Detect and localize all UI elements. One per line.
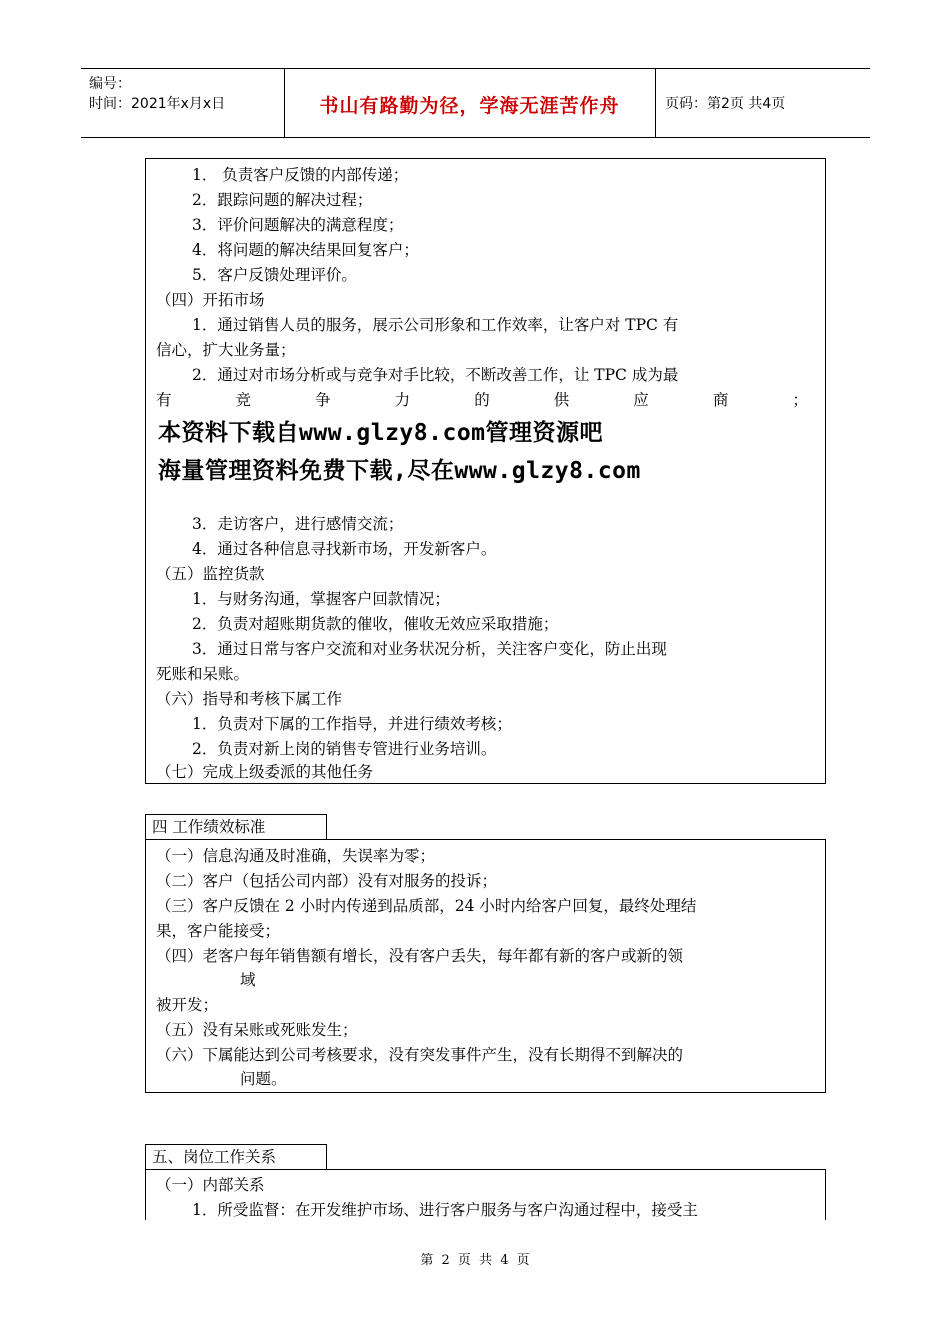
criteria-line: 被开发； [156,996,219,1014]
criteria-line: （一）信息沟通及时准确，失误率为零； [156,847,436,865]
spread-char: 争 [315,391,331,409]
criteria-line: 域 [240,971,256,989]
header-motto: 书山有路勤为径，学海无涯苦作舟 [319,95,620,117]
duty-spread-line [156,390,808,410]
duty-line: 信心，扩大业务量； [156,341,296,359]
criteria-line: （六）下属能达到公司考核要求，没有突发事件产生，没有长期得不到解决的 [156,1046,684,1064]
header-meta-cell [81,69,285,137]
duty-line: 1． 负责客户反馈的内部传递； [192,166,409,184]
duty-heading: （六）指导和考核下属工作 [156,690,343,708]
spread-char: ； [792,391,808,409]
duty-line: 5．客户反馈处理评价。 [192,266,357,284]
criteria-line: （四）老客户每年销售额有增长，没有客户丢失，每年都有新的客户或新的领 [156,947,684,965]
duty-line: 1．通过销售人员的服务，展示公司形象和工作效率，让客户对 TPC 有 [192,316,679,334]
criteria-line: 问题。 [240,1070,287,1088]
duty-line: 2．跟踪问题的解决过程； [192,191,373,209]
page-footer: 第 2 页 共 4 页 [420,1253,530,1268]
document-number-label: 编号： [89,76,131,92]
duty-line: 3．通过日常与客户交流和对业务状况分析，关注客户变化，防止出现 [192,640,667,658]
duty-line: 2．通过对市场分析或与竞争对手比较，不断改善工作，让 TPC 成为最 [192,366,679,384]
spread-char: 竞 [235,391,252,409]
header-motto-cell [284,69,656,137]
duty-heading: （五）监控货款 [156,565,265,583]
duty-line: 3．评价问题解决的满意程度； [192,216,404,234]
duty-line: 2．负责对新上岗的销售专管进行业务培训。 [192,740,497,758]
relation-heading: （一）内部关系 [156,1176,265,1194]
duty-line: 3．走访客户，进行感情交流； [192,515,404,533]
spread-char: 的 [474,391,490,409]
duty-line: 1．与财务沟通，掌握客户回款情况； [192,590,450,608]
duty-heading: （七）完成上级委派的其他任务 [156,763,374,781]
relation-line: 1．所受监督：在开发维护市场、进行客户服务与客户沟通过程中，接受主 [192,1201,698,1219]
spread-char: 应 [633,391,649,409]
spread-char: 商 [712,391,729,409]
header-page-cell [655,69,870,137]
criteria-line: （五）没有呆账或死账发生； [156,1021,358,1039]
duty-line: 4．将问题的解决结果回复客户； [192,241,419,259]
duty-line: 死账和呆账。 [156,665,250,683]
header-page-number: 页码：第2页 共4页 [665,96,786,112]
duty-heading: （四）开拓市场 [156,291,265,309]
spread-char: 有 [156,391,172,409]
duty-line: 2．负责对超账期货款的催收，催收无效应采取措施； [192,615,559,633]
page-header [81,68,870,138]
document-date-label: 时间：2021年x月x日 [89,96,226,112]
duty-line: 1．负责对下属的工作指导，并进行绩效考核； [192,715,512,733]
duty-line: 4．通过各种信息寻找新市场，开发新客户。 [192,540,497,558]
section-4-title: 四 工作绩效标准 [145,814,327,840]
spread-char: 力 [394,391,411,409]
ad-banner-line-2: 海量管理资料免费下载,尽在www.glzy8.com [158,458,641,484]
criteria-line: （二）客户（包括公司内部）没有对服务的投诉； [156,872,498,890]
criteria-line: （三）客户反馈在 2 小时内传递到品质部，24 小时内给客户回复，最终处理结 [156,897,697,915]
criteria-line: 果，客户能接受； [156,922,281,940]
ad-banner-line-1: 本资料下载自www.glzy8.com管理资源吧 [158,420,604,446]
spread-char: 供 [553,391,570,409]
section-5-title: 五、岗位工作关系 [145,1144,327,1170]
